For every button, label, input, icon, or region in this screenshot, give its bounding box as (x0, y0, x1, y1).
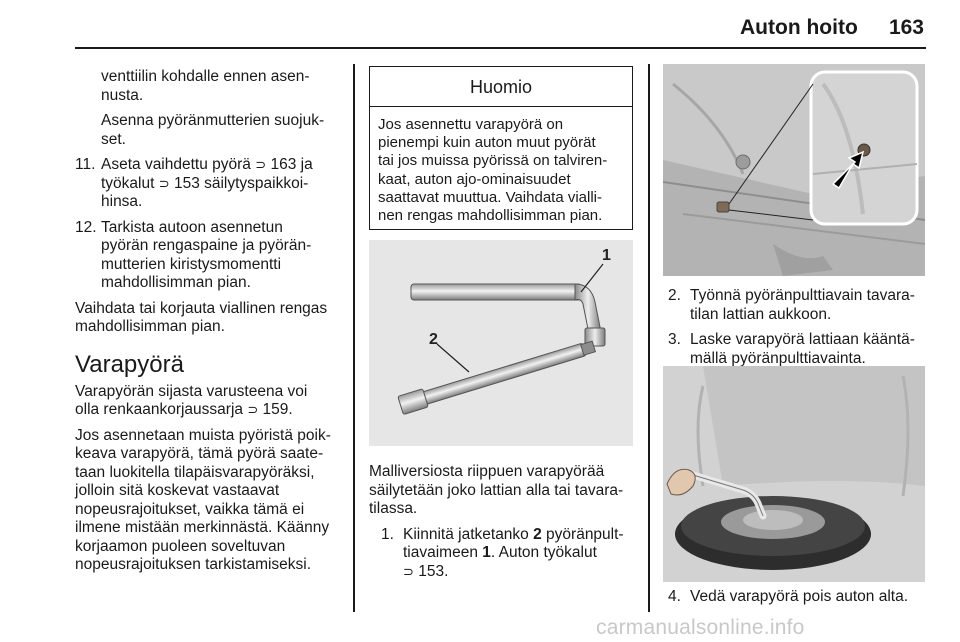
caution-note (369, 66, 633, 230)
reference-icon: ⊃ (158, 175, 170, 191)
storage-paragraph: Malliversiosta riippuen varapyörää säilytetään joko lattian alla tai tavara- tilassa. (369, 463, 624, 517)
replace-paragraph: Vaihdata tai korjauta viallinen rengas mahdollisimman pian. (75, 299, 328, 335)
continued-paragraph: venttiilin kohdalle ennen asen- nusta. (101, 68, 310, 104)
column-2-text (369, 463, 635, 588)
spare-wheel-drawing (663, 366, 925, 582)
spare-wheel-illustration (663, 366, 925, 582)
note-body: Jos asennettu varapyörä on pienempi kuin auton muut pyörät tai jos muissa pyörissä on talviren- kaat, auton ajo-ominaisuudet saattavat muuttua. Vaihdata vialli- nen rengas mahdollisimman pian. (378, 116, 608, 225)
wheel-wrench-illustration (369, 240, 633, 446)
callout-line-2 (437, 344, 469, 372)
note-title: Huomio (370, 67, 632, 107)
callout-line-1 (581, 264, 603, 292)
step-11: 11. Aseta vaihdettu pyörä ⊃ 163 ja työkalut ⊃ 153 säilytyspaikkoi- hinsa. (75, 156, 313, 210)
reference-icon: ⊃ (247, 402, 259, 417)
header-divider (75, 47, 926, 49)
reference-icon: ⊃ (255, 157, 267, 172)
temporary-spare-paragraph: Jos asennetaan muista pyöristä poik- keava varapyörä, tämä pyörä saate- taan luokitella tilapäisvarapyöräksi, jolloin sitä koskevat vastaavat nopeusrajoitukset, vaikka tämä ei ilmene mistään merkinnästä. Käänny korjaamon puoleen soveltuvan nopeusrajoituksen tarkistamiseksi. (75, 426, 331, 573)
reference-icon: ⊃ (403, 563, 414, 579)
column-divider-2 (648, 64, 650, 612)
trunk-floor-illustration (663, 64, 925, 276)
column-3-steps (668, 287, 930, 375)
spare-paragraph: Varapyörän sijasta varusteena voi olla renkaankorjaussarja ⊃ 159. (75, 382, 308, 418)
callout-label-2: 2 (429, 331, 438, 348)
column-1 (75, 68, 345, 582)
watermark: carmanualsonline.info (596, 616, 805, 639)
cover-paragraph: Asenna pyöränmutterien suojuk- set. (101, 112, 325, 148)
step-3: 3. Laske varapyörä lattiaan kääntä- mällä pyöränpulttiavainta. (668, 331, 915, 367)
step-4: 4. Vedä varapyörä pois auton alta. (668, 588, 909, 605)
page-section-title: Auton hoito (740, 16, 858, 39)
page-number: 163 (888, 16, 924, 39)
column-3-final-step (668, 588, 930, 614)
column-divider-1 (353, 64, 355, 612)
section-heading: Varapyörä (75, 350, 184, 378)
step-2: 2. Työnnä pyöränpulttiavain tavara- tilan lattian aukkoon. (668, 287, 915, 323)
wrench-drawing (369, 240, 633, 446)
step-12: 12. Tarkista autoon asennetun pyörän rengaspaine ja pyörän- mutterien kiristysmomentti mahdollisimman pian. (75, 218, 312, 291)
trunk-drawing (663, 64, 925, 276)
callout-label-1: 1 (602, 247, 611, 264)
step-1: 1. Kiinnitä jatketanko 2 pyöränpult- tiavaimeen 1. Auton työkalut ⊃ 153. (381, 525, 624, 580)
